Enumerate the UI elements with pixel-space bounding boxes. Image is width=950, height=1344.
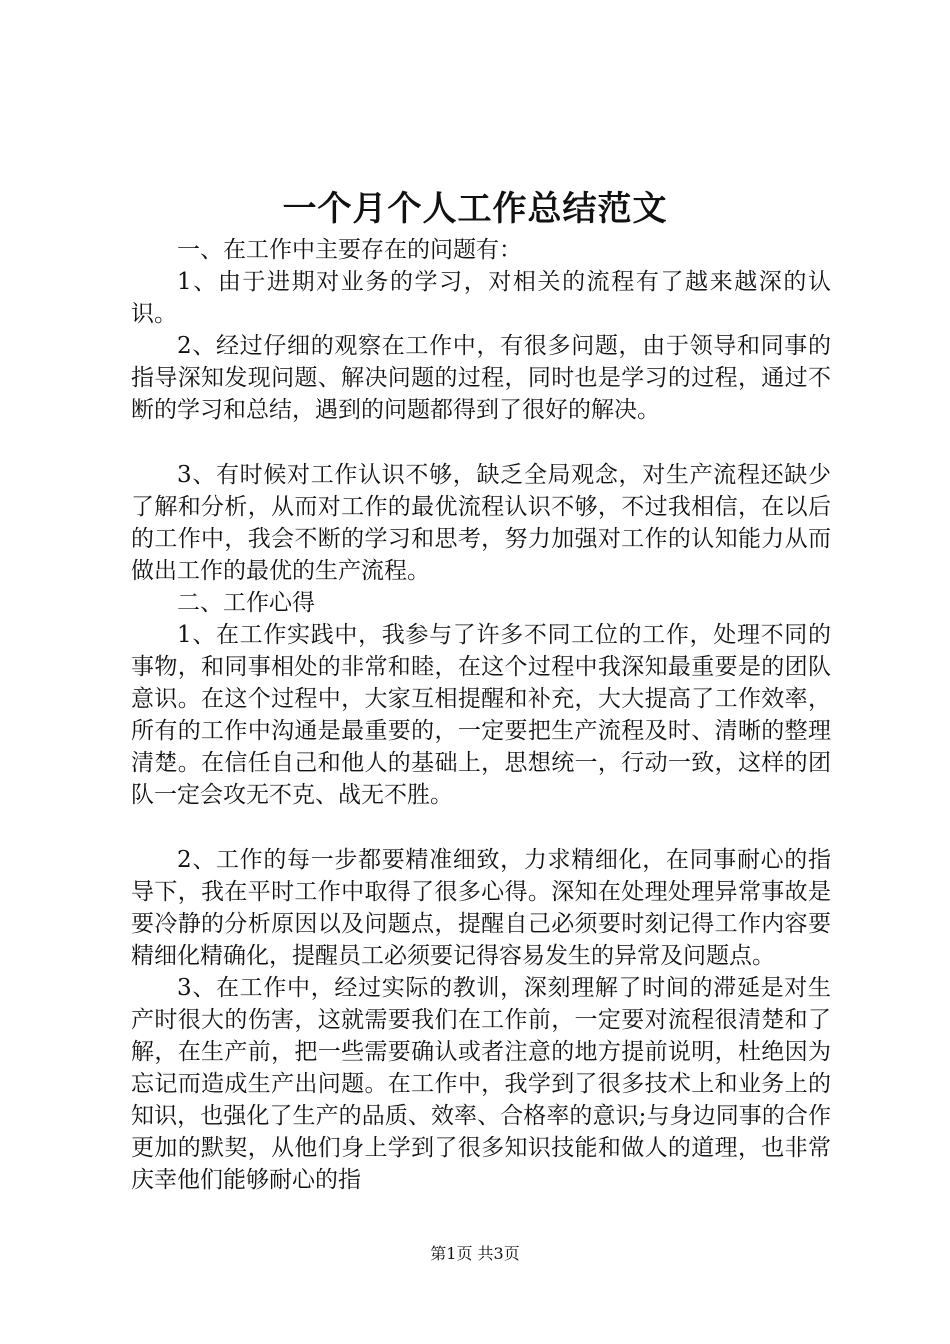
document-body: [131, 234, 831, 1196]
problem-item-2: 2、经过仔细的观察在工作中，有很多问题，由于领导和同事的指导深知发现问题、解决问题的过程，同时也是学习的过程，通过不断的学习和总结，遇到的问题都得到了很好的解决。: [131, 333, 831, 423]
section-heading-problems: 一、在工作中主要存在的问题有：: [177, 237, 522, 263]
insight-item-2: 2、工作的每一步都要精准细致，力求精细化，在同事耐心的指导下，我在平时工作中取得了很多心得。深知在处理处理异常事故是要冷静的分析原因以及问题点，提醒自己必须要时刻记得工作内容要精细化精确化，提醒员工必须要记得容易发生的异常及问题点。: [131, 847, 831, 969]
paragraph-spacer: [131, 426, 831, 459]
insight-item-3: 3、在工作中，经过实际的教训，深刻理解了时间的滞延是对生产时很大的伤害，这就需要我们在工作前，一定要对流程很清楚和了解，在生产前，把一些需要确认或者注意的地方提前说明，杜绝因为忘记而造成生产出问题。在工作中，我学到了很多技术上和业务上的知识，也强化了生产的品质、效率、合格率的意识;与身边同事的合作更加的默契，从他们身上学到了很多知识技能和做人的道理，也非常庆幸他们能够耐心的指: [131, 975, 831, 1193]
problem-item-3: 3、有时候对工作认识不够，缺乏全局观念，对生产流程还缺少了解和分析，从而对工作的最优流程认识不够，不过我相信，在以后的工作中，我会不断的学习和思考，努力加强对工作的认知能力从而做出工作的最优的生产流程。: [131, 462, 831, 584]
page-footer: 第1页 共3页: [430, 1244, 520, 1263]
section-heading-insights: 二、工作心得: [177, 590, 315, 616]
paragraph-spacer: [131, 811, 831, 844]
document-title: 一个月个人工作总结范文: [282, 189, 668, 229]
problem-item-1: 1、由于进期对业务的学习，对相关的流程有了越来越深的认识。: [131, 269, 831, 327]
insight-item-1: 1、在工作实践中，我参与了许多不同工位的工作，处理不同的事物，和同事相处的非常和睦，在这个过程中我深知最重要是的团队意识。在这个过程中，大家互相提醒和补充，大大提高了工作效率，所有的工作中沟通是最重要的，一定要把生产流程及时、清晰的整理清楚。在信任自己和他人的基础上，思想统一，行动一致，这样的团队一定会攻无不克、战无不胜。: [131, 622, 831, 808]
